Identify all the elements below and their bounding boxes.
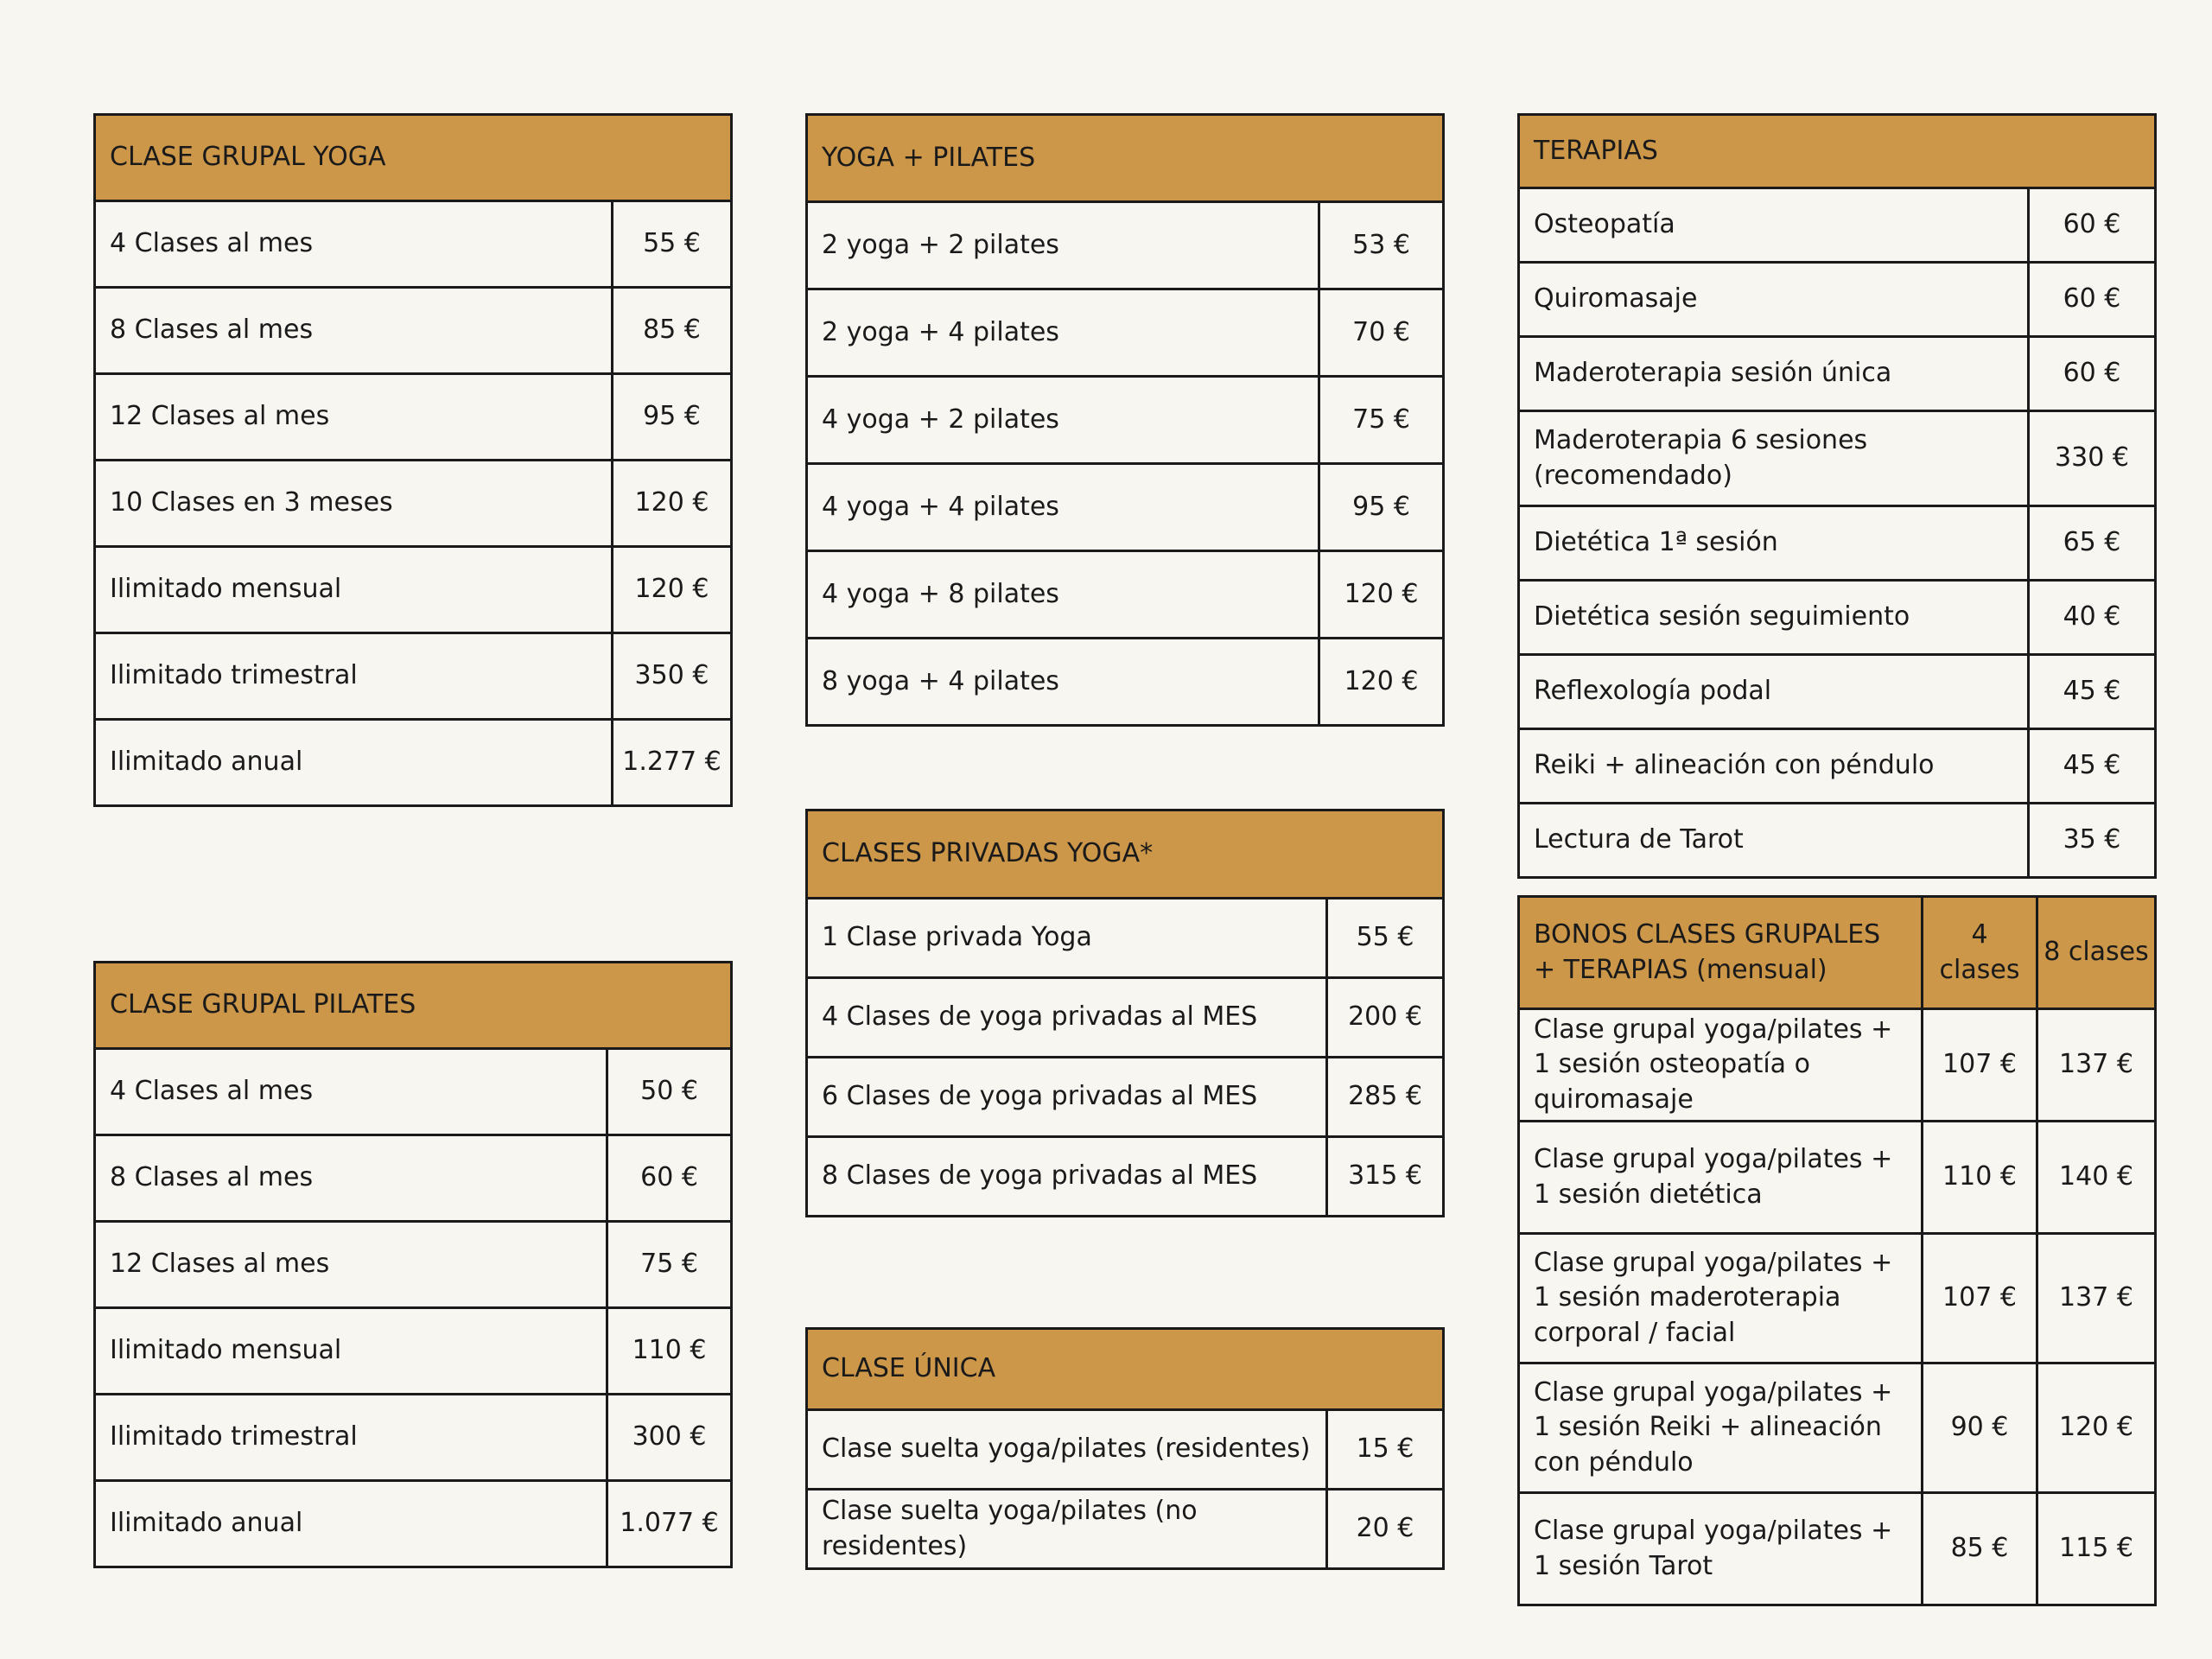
row-price: 55 € bbox=[613, 201, 732, 288]
column-header-4-clases: 4 clases bbox=[1923, 897, 2037, 1009]
row-price-8: 140 € bbox=[2037, 1122, 2156, 1234]
row-price: 75 € bbox=[1319, 377, 1444, 464]
row-price-4: 110 € bbox=[1923, 1122, 2037, 1234]
row-price: 1.077 € bbox=[607, 1481, 732, 1567]
table-row bbox=[1519, 1363, 2156, 1493]
table-row bbox=[95, 1049, 732, 1135]
row-label: 12 Clases al mes bbox=[95, 374, 613, 461]
row-label: 12 Clases al mes bbox=[95, 1222, 607, 1308]
table-row bbox=[807, 202, 1444, 289]
row-price: 75 € bbox=[607, 1222, 732, 1308]
table-row bbox=[1519, 1122, 2156, 1234]
table-clase-unica bbox=[805, 1327, 1445, 1570]
table-row bbox=[807, 1410, 1444, 1490]
row-price-8: 115 € bbox=[2037, 1493, 2156, 1605]
table-row bbox=[95, 201, 732, 288]
table-title: CLASE ÚNICA bbox=[807, 1329, 1444, 1410]
table-row bbox=[807, 899, 1444, 978]
table-row bbox=[807, 551, 1444, 639]
table-row bbox=[807, 639, 1444, 726]
row-label: Ilimitado trimestral bbox=[95, 633, 613, 720]
row-price: 15 € bbox=[1327, 1410, 1444, 1490]
row-label: 4 Clases de yoga privadas al MES bbox=[807, 978, 1327, 1058]
table-clase-grupal-pilates bbox=[93, 961, 733, 1568]
row-label: Maderoterapia 6 sesiones (recomendado) bbox=[1519, 411, 2029, 506]
table-row bbox=[1519, 1009, 2156, 1122]
table-row bbox=[1519, 1234, 2156, 1363]
row-price: 95 € bbox=[613, 374, 732, 461]
row-price: 60 € bbox=[2029, 188, 2156, 263]
row-price-4: 107 € bbox=[1923, 1009, 2037, 1122]
table-row bbox=[1519, 804, 2156, 878]
row-label: Dietética sesión seguimiento bbox=[1519, 581, 2029, 655]
row-price: 120 € bbox=[613, 547, 732, 633]
table-row bbox=[95, 1222, 732, 1308]
row-label: Clase grupal yoga/pilates + 1 sesión Tarot bbox=[1519, 1493, 1923, 1605]
row-price-8: 137 € bbox=[2037, 1009, 2156, 1122]
row-price-4: 90 € bbox=[1923, 1363, 2037, 1493]
row-price: 120 € bbox=[613, 461, 732, 547]
row-label: Lectura de Tarot bbox=[1519, 804, 2029, 878]
row-label: Ilimitado mensual bbox=[95, 1308, 607, 1395]
table-yoga-pilates bbox=[805, 113, 1445, 727]
table-row bbox=[1519, 729, 2156, 804]
row-price: 200 € bbox=[1327, 978, 1444, 1058]
table-title: TERAPIAS bbox=[1519, 115, 2156, 188]
row-label: Clase grupal yoga/pilates + 1 sesión Reiki + alineación con péndulo bbox=[1519, 1363, 1923, 1493]
row-label: 8 Clases de yoga privadas al MES bbox=[807, 1137, 1327, 1217]
table-row bbox=[807, 1058, 1444, 1137]
table-title: YOGA + PILATES bbox=[807, 115, 1444, 202]
row-label: 2 yoga + 4 pilates bbox=[807, 289, 1319, 377]
table-title: CLASE GRUPAL PILATES bbox=[95, 963, 732, 1049]
row-price: 110 € bbox=[607, 1308, 732, 1395]
row-price: 330 € bbox=[2029, 411, 2156, 506]
table-row bbox=[1519, 581, 2156, 655]
row-price: 65 € bbox=[2029, 506, 2156, 581]
table-row bbox=[807, 1490, 1444, 1569]
row-label: Clase grupal yoga/pilates + 1 sesión dietética bbox=[1519, 1122, 1923, 1234]
table-row bbox=[95, 547, 732, 633]
row-price: 70 € bbox=[1319, 289, 1444, 377]
row-label: Dietética 1ª sesión bbox=[1519, 506, 2029, 581]
row-price: 1.277 € bbox=[613, 720, 732, 806]
row-price: 60 € bbox=[2029, 337, 2156, 411]
row-label: 4 yoga + 8 pilates bbox=[807, 551, 1319, 639]
row-label: 8 Clases al mes bbox=[95, 1135, 607, 1222]
table-row bbox=[807, 1137, 1444, 1217]
table-bonos-clases-terapias bbox=[1517, 895, 2157, 1606]
row-price-8: 120 € bbox=[2037, 1363, 2156, 1493]
table-row bbox=[95, 633, 732, 720]
row-label: Ilimitado anual bbox=[95, 1481, 607, 1567]
row-price: 53 € bbox=[1319, 202, 1444, 289]
row-label: 8 yoga + 4 pilates bbox=[807, 639, 1319, 726]
table-row bbox=[95, 1308, 732, 1395]
row-label: Clase grupal yoga/pilates + 1 sesión maderoterapia corporal / facial bbox=[1519, 1234, 1923, 1363]
table-row bbox=[807, 377, 1444, 464]
row-price: 120 € bbox=[1319, 551, 1444, 639]
row-price-8: 137 € bbox=[2037, 1234, 2156, 1363]
table-row bbox=[1519, 1493, 2156, 1605]
row-price: 50 € bbox=[607, 1049, 732, 1135]
row-price: 45 € bbox=[2029, 655, 2156, 729]
row-label: Osteopatía bbox=[1519, 188, 2029, 263]
row-label: Reiki + alineación con péndulo bbox=[1519, 729, 2029, 804]
row-label: 4 Clases al mes bbox=[95, 201, 613, 288]
table-row bbox=[95, 374, 732, 461]
row-label: Quiromasaje bbox=[1519, 263, 2029, 337]
table-row bbox=[95, 720, 732, 806]
row-label: 4 yoga + 2 pilates bbox=[807, 377, 1319, 464]
row-price: 350 € bbox=[613, 633, 732, 720]
row-price: 85 € bbox=[613, 288, 732, 374]
table-row bbox=[1519, 506, 2156, 581]
table-row bbox=[807, 464, 1444, 551]
row-price-4: 107 € bbox=[1923, 1234, 2037, 1363]
row-price: 60 € bbox=[2029, 263, 2156, 337]
row-label: 8 Clases al mes bbox=[95, 288, 613, 374]
row-price: 45 € bbox=[2029, 729, 2156, 804]
row-label: Clase suelta yoga/pilates (no residentes) bbox=[807, 1490, 1327, 1569]
row-label: 1 Clase privada Yoga bbox=[807, 899, 1327, 978]
row-price: 35 € bbox=[2029, 804, 2156, 878]
table-row bbox=[1519, 188, 2156, 263]
table-title: BONOS CLASES GRUPALES + TERAPIAS (mensual) bbox=[1519, 897, 1923, 1009]
row-label: Clase grupal yoga/pilates + 1 sesión osteopatía o quiromasaje bbox=[1519, 1009, 1923, 1122]
row-price: 20 € bbox=[1327, 1490, 1444, 1569]
table-row bbox=[95, 1395, 732, 1481]
row-label: Reflexología podal bbox=[1519, 655, 2029, 729]
table-row bbox=[95, 288, 732, 374]
row-label: Ilimitado trimestral bbox=[95, 1395, 607, 1481]
row-price: 40 € bbox=[2029, 581, 2156, 655]
table-row bbox=[1519, 337, 2156, 411]
table-row bbox=[95, 1481, 732, 1567]
table-row bbox=[1519, 655, 2156, 729]
table-row bbox=[807, 289, 1444, 377]
table-clases-privadas-yoga bbox=[805, 809, 1445, 1217]
table-row bbox=[1519, 411, 2156, 506]
row-label: Ilimitado mensual bbox=[95, 547, 613, 633]
row-label: Ilimitado anual bbox=[95, 720, 613, 806]
table-row bbox=[1519, 263, 2156, 337]
table-row bbox=[95, 1135, 732, 1222]
table-row bbox=[807, 978, 1444, 1058]
row-price: 285 € bbox=[1327, 1058, 1444, 1137]
row-price-4: 85 € bbox=[1923, 1493, 2037, 1605]
row-label: Clase suelta yoga/pilates (residentes) bbox=[807, 1410, 1327, 1490]
table-row bbox=[95, 461, 732, 547]
row-price: 300 € bbox=[607, 1395, 732, 1481]
row-price: 315 € bbox=[1327, 1137, 1444, 1217]
row-label: 6 Clases de yoga privadas al MES bbox=[807, 1058, 1327, 1137]
row-label: 4 yoga + 4 pilates bbox=[807, 464, 1319, 551]
row-price: 60 € bbox=[607, 1135, 732, 1222]
table-title: CLASES PRIVADAS YOGA* bbox=[807, 810, 1444, 899]
row-price: 55 € bbox=[1327, 899, 1444, 978]
column-header-8-clases: 8 clases bbox=[2037, 897, 2156, 1009]
table-title: CLASE GRUPAL YOGA bbox=[95, 115, 732, 201]
table-clase-grupal-yoga bbox=[93, 113, 733, 807]
row-price: 120 € bbox=[1319, 639, 1444, 726]
row-label: 4 Clases al mes bbox=[95, 1049, 607, 1135]
row-label: 2 yoga + 2 pilates bbox=[807, 202, 1319, 289]
table-terapias bbox=[1517, 113, 2157, 879]
row-label: Maderoterapia sesión única bbox=[1519, 337, 2029, 411]
row-price: 95 € bbox=[1319, 464, 1444, 551]
row-label: 10 Clases en 3 meses bbox=[95, 461, 613, 547]
